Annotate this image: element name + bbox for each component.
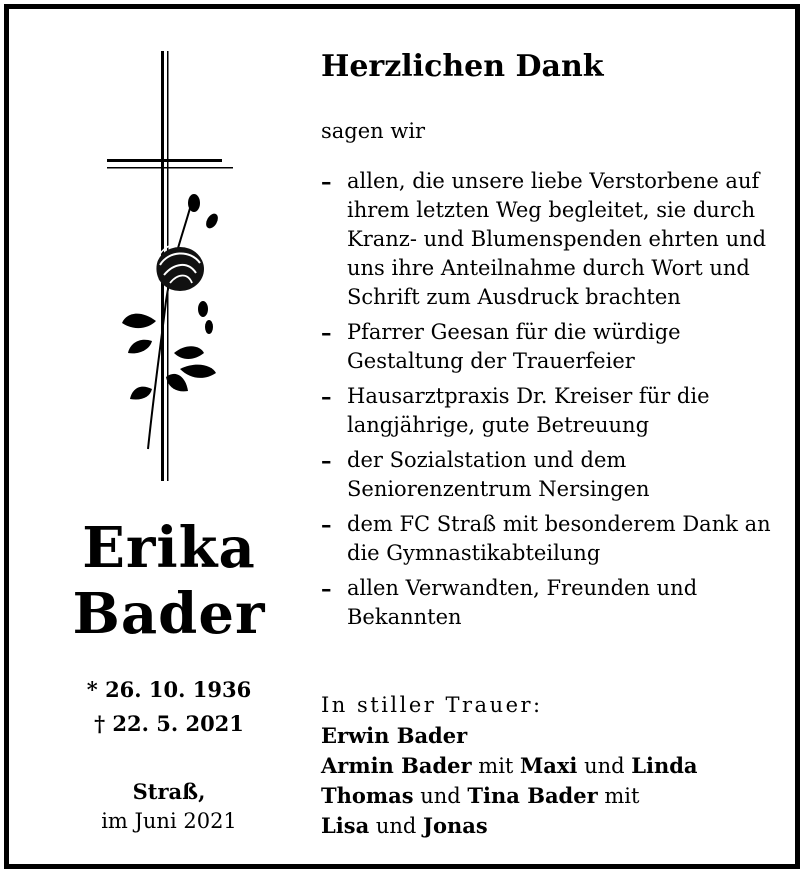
mourner-line (321, 721, 698, 751)
mourner-name: Thomas (321, 783, 414, 808)
mourner-name: Tina Bader (467, 783, 598, 808)
deceased-first-name: Erika (82, 515, 256, 581)
mourner-name: Lisa (321, 813, 370, 838)
notice-title: Herzlichen Dank (321, 49, 604, 84)
list-item-text: dem FC Straß mit besonderem Dank an die Gymnastikabteilung (347, 512, 771, 565)
list-item-text: allen Verwandten, Freunden und Bekannten (347, 576, 698, 629)
cross-with-rose-icon (104, 51, 234, 491)
mourner-line (321, 781, 698, 811)
mourner-name: Jonas (423, 813, 488, 838)
dash-bullet: – (321, 448, 332, 473)
mourners-label: In stiller Trauer: (321, 693, 543, 717)
list-item (321, 446, 781, 504)
list-item-text: allen, die unsere liebe Verstorbene auf ihrem letzten Weg begleitet, sie durch Kranz- und Blumenspenden ehrten und uns ihre Anteilnahme durch Wort und Schrift zum Ausdruck brachten (347, 169, 767, 309)
mourners-list (321, 721, 698, 841)
mourner-line (321, 811, 698, 841)
place-date: im Juni 2021 (101, 809, 237, 833)
mourner-line (321, 751, 698, 781)
dash-bullet: – (321, 384, 332, 409)
connector-text: und (577, 754, 632, 778)
list-item (321, 318, 781, 376)
connector-text: und (413, 784, 468, 808)
connector-text: mit (597, 784, 640, 808)
mourner-name: Maxi (520, 753, 578, 778)
mourner-name: Erwin Bader (321, 723, 468, 748)
death-date: † 22. 5. 2021 (94, 711, 244, 736)
list-item (321, 574, 781, 632)
birth-date: * 26. 10. 1936 (86, 677, 252, 702)
dash-bullet: – (321, 576, 332, 601)
left-column (9, 9, 329, 864)
list-item (321, 167, 781, 312)
notice-frame (4, 4, 800, 869)
thanks-list (321, 167, 781, 638)
place-town: Straß, (132, 779, 206, 804)
dash-bullet: – (321, 512, 332, 537)
dash-bullet: – (321, 169, 332, 194)
list-item-text: Hausarztpraxis Dr. Kreiser für die langjährige, gute Betreuung (347, 384, 710, 437)
deceased-last-name: Bader (72, 581, 266, 647)
list-item-text: der Sozialstation und dem Seniorenzentrum Nersingen (347, 448, 650, 501)
mourner-name: Linda (631, 753, 698, 778)
connector-text: mit (471, 754, 521, 778)
notice-intro: sagen wir (321, 119, 426, 143)
list-item (321, 510, 781, 568)
mourner-name: Armin Bader (321, 753, 472, 778)
dash-bullet: – (321, 320, 332, 345)
connector-text: und (369, 814, 424, 838)
list-item (321, 382, 781, 440)
list-item-text: Pfarrer Geesan für die würdige Gestaltung der Trauerfeier (347, 320, 681, 373)
